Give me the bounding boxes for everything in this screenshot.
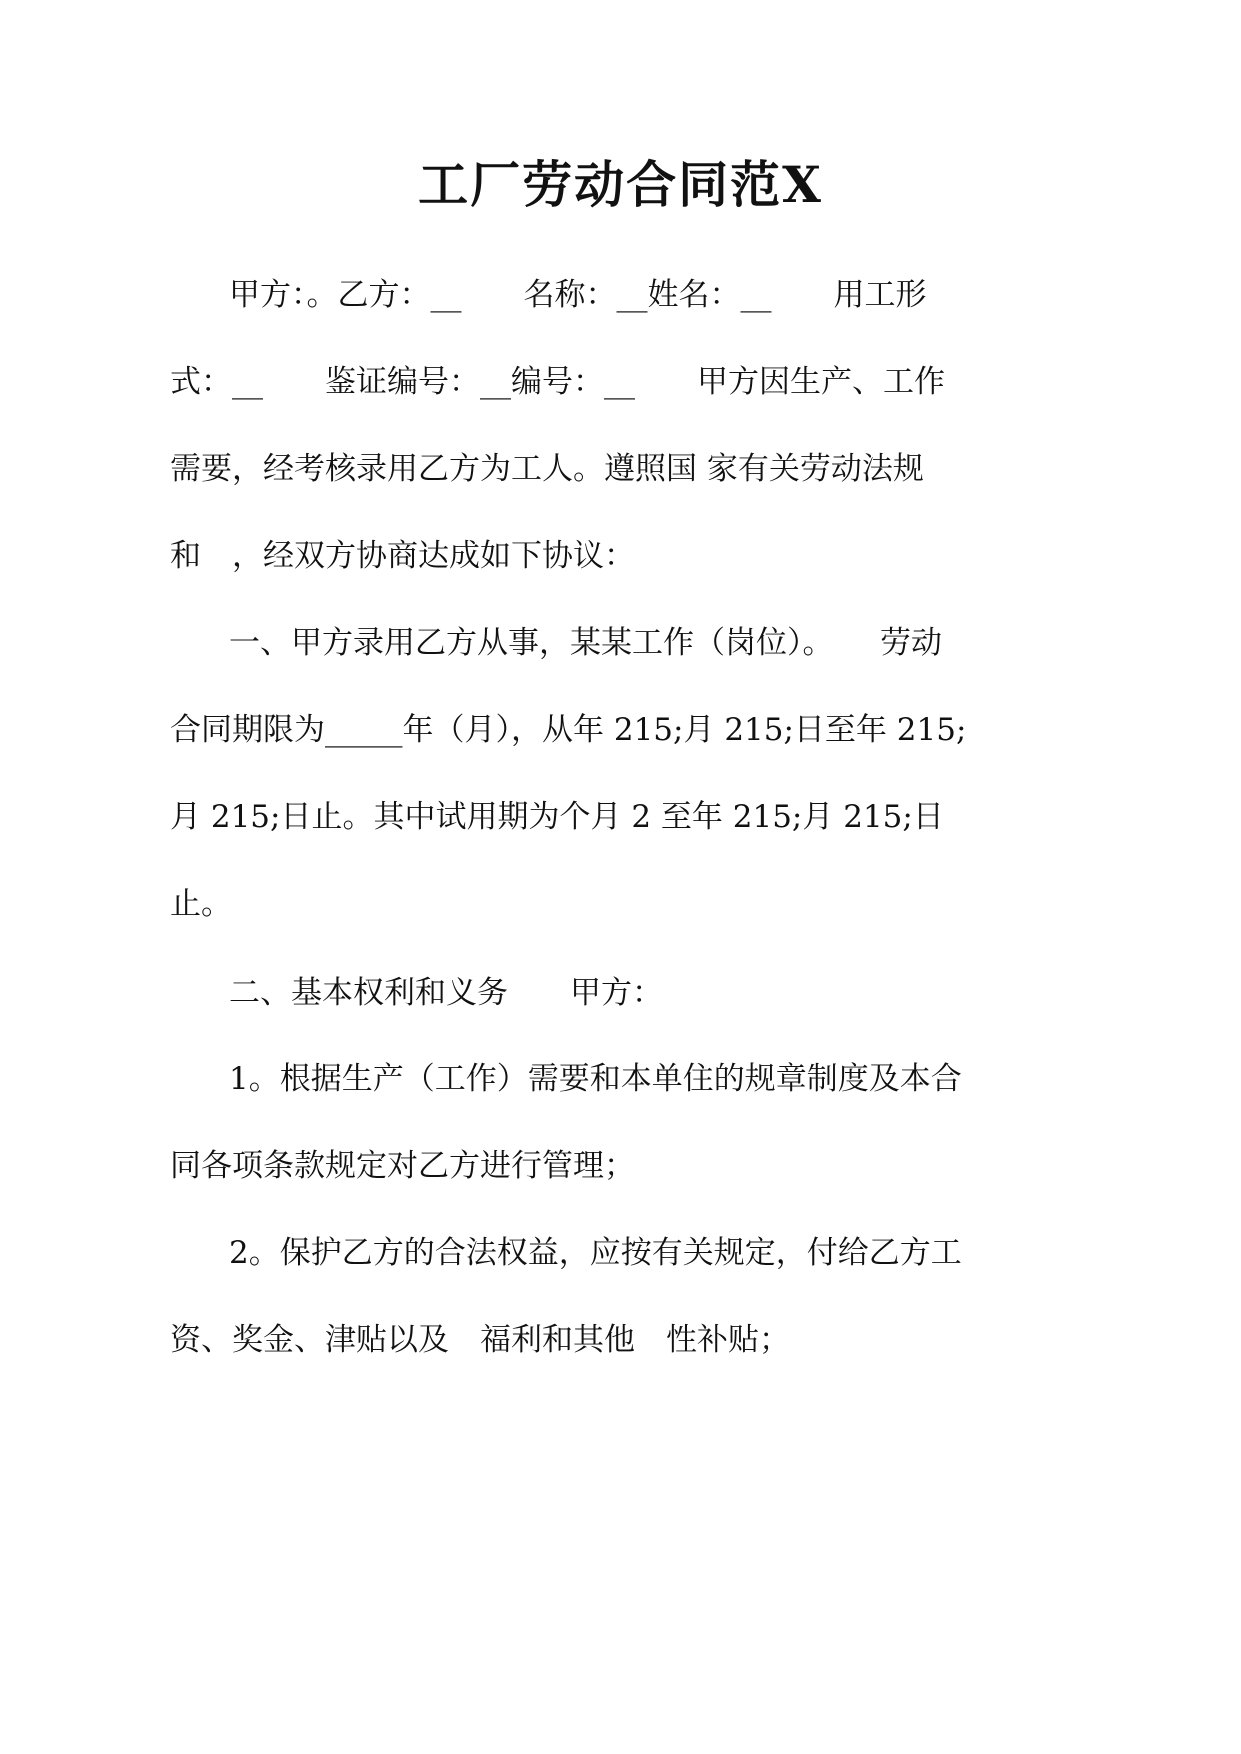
document-title: 工厂劳动合同范X	[418, 155, 823, 214]
paragraph-line: 止。	[170, 886, 232, 922]
paragraph-line: 合同期限为_____年（月），从年 215;月 215;日至年 215;	[170, 712, 967, 748]
paragraph-line: 甲方：。乙方：__ 名称：__姓名：__ 用工形	[229, 277, 927, 313]
paragraph-line: 2。保护乙方的合法权益，应按有关规定，付给乙方工	[229, 1235, 962, 1271]
paragraph-line: 一、甲方录用乙方从事，某某工作（岗位）。 劳动	[229, 625, 942, 661]
paragraph-line: 月 215;日止。其中试用期为个月 2 至年 215;月 215;日	[170, 799, 944, 835]
paragraph-line: 1。根据生产（工作）需要和本单住的规章制度及本合	[229, 1061, 962, 1097]
paragraph-line: 同各项条款规定对乙方进行管理；	[170, 1148, 635, 1184]
paragraph-line: 式：__ 鉴证编号：__编号：__ 甲方因生产、工作	[170, 364, 945, 400]
section-heading: 二、基本权利和义务 甲方：	[229, 975, 663, 1011]
paragraph-line: 资、奖金、津贴以及 福利和其他 性补贴；	[170, 1322, 790, 1358]
paragraph-line: 需要，经考核录用乙方为工人。遵照国 家有关劳动法规	[170, 451, 924, 487]
paragraph-line: 和 ，经双方协商达成如下协议：	[170, 538, 635, 574]
